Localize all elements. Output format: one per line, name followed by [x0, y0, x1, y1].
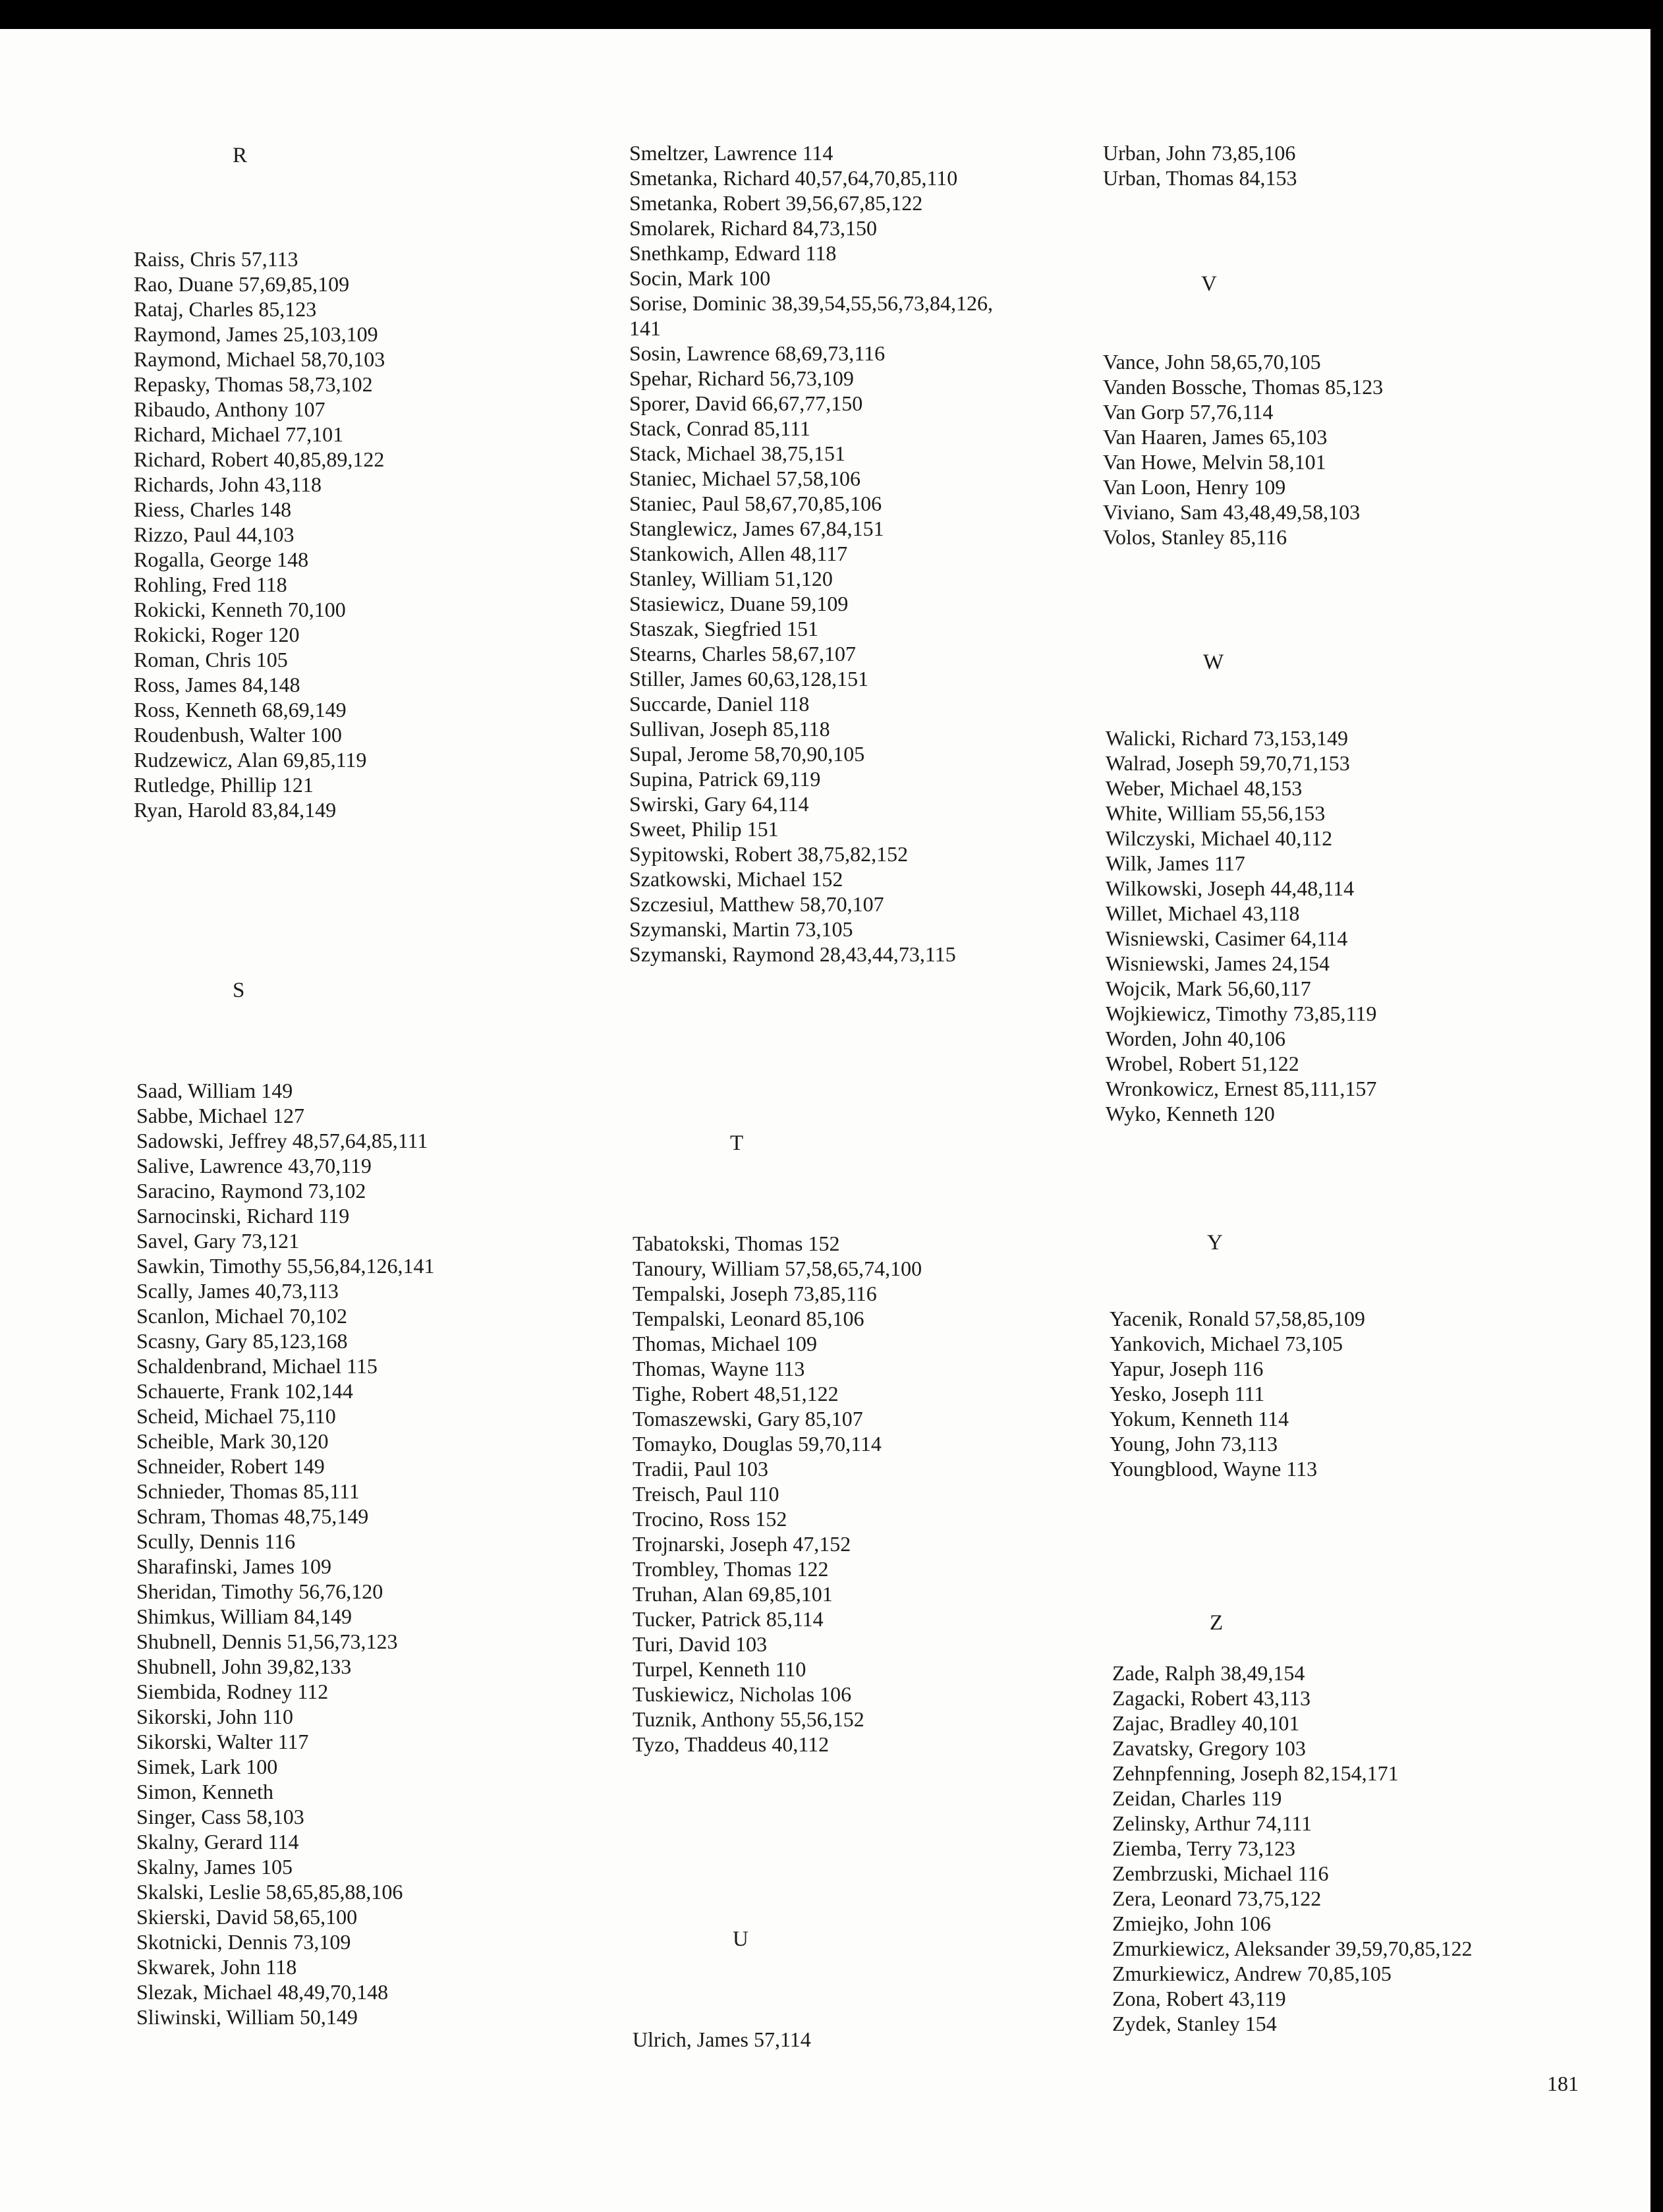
index-entry: Rokicki, Kenneth 70,100 — [134, 598, 346, 621]
index-entry: White, William 55,56,153 — [1106, 801, 1326, 825]
index-entry: Zydek, Stanley 154 — [1112, 2012, 1277, 2035]
index-entry: Tradii, Paul 103 — [633, 1457, 768, 1481]
section-letter-w: W — [1203, 650, 1224, 674]
section-s-list-continued — [629, 140, 993, 967]
section-s-list — [136, 1078, 435, 2029]
index-entry: Yankovich, Michael 73,105 — [1110, 1332, 1343, 1355]
index-entry: Skalny, Gerard 114 — [136, 1830, 299, 1854]
index-entry: Swirski, Gary 64,114 — [629, 792, 809, 816]
index-entry: Raiss, Chris 57,113 — [134, 247, 298, 271]
index-entry: Turpel, Kenneth 110 — [633, 1657, 806, 1681]
section-letter-y: Y — [1207, 1231, 1223, 1255]
index-entry: Tighe, Robert 48,51,122 — [633, 1382, 839, 1405]
index-entry: Urban, John 73,85,106 — [1103, 141, 1296, 165]
index-entry: Tabatokski, Thomas 152 — [633, 1232, 840, 1255]
index-entry: Yokum, Kenneth 114 — [1110, 1407, 1289, 1431]
index-entry: Walrad, Joseph 59,70,71,153 — [1106, 751, 1350, 775]
index-entry: Ross, James 84,148 — [134, 673, 300, 696]
index-entry: Rataj, Charles 85,123 — [134, 297, 317, 321]
index-entry: Zajac, Bradley 40,101 — [1112, 1711, 1300, 1735]
index-entry: Sliwinski, William 50,149 — [136, 2005, 358, 2029]
index-entry: Stasiewicz, Duane 59,109 — [629, 592, 849, 615]
index-entry: Tempalski, Joseph 73,85,116 — [633, 1282, 877, 1305]
index-entry: Tomayko, Douglas 59,70,114 — [633, 1432, 882, 1456]
index-entry: Saad, William 149 — [136, 1079, 293, 1102]
index-entry: Zade, Ralph 38,49,154 — [1112, 1661, 1305, 1685]
index-entry: Sikorski, Walter 117 — [136, 1730, 309, 1753]
section-v-list — [1103, 349, 1383, 550]
index-entry: Van Loon, Henry 109 — [1103, 475, 1286, 499]
index-entry: Rudzewicz, Alan 69,85,119 — [134, 748, 367, 772]
index-entry: Trojnarski, Joseph 47,152 — [633, 1532, 851, 1556]
index-entry: Schnieder, Thomas 85,111 — [136, 1479, 360, 1503]
index-entry: Zmiejko, John 106 — [1112, 1912, 1271, 1935]
index-entry: Scasny, Gary 85,123,168 — [136, 1329, 348, 1353]
index-entry: Smeltzer, Lawrence 114 — [629, 141, 833, 165]
index-entry: Sorise, Dominic 38,39,54,55,56,73,84,126, — [629, 291, 993, 315]
section-letter-t: T — [730, 1131, 744, 1155]
index-entry: Ryan, Harold 83,84,149 — [134, 798, 337, 822]
index-entry: Smolarek, Richard 84,73,150 — [629, 216, 877, 240]
index-entry: Singer, Cass 58,103 — [136, 1805, 304, 1829]
index-entry: Ulrich, James 57,114 — [633, 2028, 811, 2051]
index-entry: Skotnicki, Dennis 73,109 — [136, 1930, 351, 1954]
section-z-list — [1112, 1660, 1473, 2036]
index-entry: Sarnocinski, Richard 119 — [136, 1204, 350, 1228]
index-entry: Vance, John 58,65,70,105 — [1103, 350, 1321, 374]
index-entry: Skwarek, John 118 — [136, 1955, 297, 1979]
index-entry: Tomaszewski, Gary 85,107 — [633, 1407, 863, 1431]
index-entry: Staszak, Siegfried 151 — [629, 617, 819, 640]
index-entry: Szymanski, Raymond 28,43,44,73,115 — [629, 942, 956, 966]
index-entry: Wisniewski, Casimer 64,114 — [1106, 926, 1348, 950]
index-entry: Willet, Michael 43,118 — [1106, 901, 1300, 925]
index-entry: Skalny, James 105 — [136, 1855, 293, 1879]
index-entry: Wronkowicz, Ernest 85,111,157 — [1106, 1077, 1377, 1100]
index-entry: Rao, Duane 57,69,85,109 — [134, 272, 350, 296]
index-entry: Truhan, Alan 69,85,101 — [633, 1582, 833, 1606]
index-entry: Schauerte, Frank 102,144 — [136, 1379, 353, 1403]
index-entry: Supal, Jerome 58,70,90,105 — [629, 742, 865, 766]
index-entry: Stack, Conrad 85,111 — [629, 416, 810, 440]
index-entry: Volos, Stanley 85,116 — [1103, 525, 1287, 549]
index-entry: Stiller, James 60,63,128,151 — [629, 667, 869, 691]
index-entry: Smetanka, Richard 40,57,64,70,85,110 — [629, 166, 958, 190]
section-letter-r: R — [233, 144, 248, 167]
index-entry: Van Haaren, James 65,103 — [1103, 425, 1328, 449]
section-letter-v: V — [1201, 272, 1217, 296]
index-entry: Van Howe, Melvin 58,101 — [1103, 450, 1326, 474]
index-entry: Wilkowski, Joseph 44,48,114 — [1106, 876, 1355, 900]
page-number: 181 — [1547, 2072, 1579, 2095]
index-entry: Succarde, Daniel 118 — [629, 692, 810, 716]
index-entry: Van Gorp 57,76,114 — [1103, 400, 1274, 424]
index-entry: Sadowski, Jeffrey 48,57,64,85,111 — [136, 1129, 428, 1152]
index-entry: Weber, Michael 48,153 — [1106, 776, 1303, 800]
index-entry: Scally, James 40,73,113 — [136, 1279, 339, 1303]
index-entry: Stack, Michael 38,75,151 — [629, 441, 845, 465]
index-entry: Worden, John 40,106 — [1106, 1027, 1285, 1050]
index-entry: Sikorski, John 110 — [136, 1705, 293, 1728]
index-entry: Raymond, Michael 58,70,103 — [134, 347, 385, 371]
index-entry: Vanden Bossche, Thomas 85,123 — [1103, 375, 1384, 399]
index-entry: Wojcik, Mark 56,60,117 — [1106, 977, 1311, 1000]
section-u-list-continued — [1103, 140, 1297, 190]
index-entry: Rokicki, Roger 120 — [134, 623, 300, 646]
index-entry: Zona, Robert 43,119 — [1112, 1987, 1286, 2010]
index-entry: Tempalski, Leonard 85,106 — [633, 1307, 864, 1330]
index-entry: Szczesiul, Matthew 58,70,107 — [629, 892, 884, 916]
index-entry: Zembrzuski, Michael 116 — [1112, 1861, 1329, 1885]
index-entry: Schaldenbrand, Michael 115 — [136, 1354, 378, 1378]
index-entry-continuation: 141 — [629, 316, 661, 340]
index-entry: Sullivan, Joseph 85,118 — [629, 717, 830, 741]
index-entry: Zmurkiewicz, Aleksander 39,59,70,85,122 — [1112, 1937, 1473, 1960]
index-entry: Simon, Kenneth — [136, 1780, 273, 1803]
index-entry: Zera, Leonard 73,75,122 — [1112, 1886, 1322, 1910]
index-entry: Wilk, James 117 — [1106, 851, 1245, 875]
index-entry: Scully, Dennis 116 — [136, 1529, 296, 1553]
index-entry: Spehar, Richard 56,73,109 — [629, 366, 854, 390]
index-entry: Viviano, Sam 43,48,49,58,103 — [1103, 500, 1361, 524]
index-entry: Scheid, Michael 75,110 — [136, 1404, 336, 1428]
index-entry: Walicki, Richard 73,153,149 — [1106, 726, 1349, 750]
index-entry: Salive, Lawrence 43,70,119 — [136, 1154, 372, 1177]
index-page — [0, 29, 1650, 2212]
index-entry: Siembida, Rodney 112 — [136, 1680, 329, 1703]
index-entry: Sharafinski, James 109 — [136, 1554, 331, 1578]
index-entry: Scheible, Mark 30,120 — [136, 1429, 329, 1453]
index-entry: Turi, David 103 — [633, 1632, 768, 1656]
index-entry: Rutledge, Phillip 121 — [134, 773, 314, 797]
index-entry: Repasky, Thomas 58,73,102 — [134, 372, 373, 396]
index-entry: Saracino, Raymond 73,102 — [136, 1179, 366, 1203]
index-entry: Tuznik, Anthony 55,56,152 — [633, 1707, 864, 1731]
index-entry: Slezak, Michael 48,49,70,148 — [136, 1980, 389, 2004]
index-entry: Thomas, Michael 109 — [633, 1332, 817, 1355]
index-entry: Smetanka, Robert 39,56,67,85,122 — [629, 191, 923, 215]
index-entry: Savel, Gary 73,121 — [136, 1229, 300, 1253]
index-entry: Stanglewicz, James 67,84,151 — [629, 517, 884, 540]
index-entry: Yapur, Joseph 116 — [1110, 1357, 1264, 1380]
index-entry: Trombley, Thomas 122 — [633, 1557, 829, 1581]
index-entry: Treisch, Paul 110 — [633, 1482, 779, 1506]
index-entry: Tyzo, Thaddeus 40,112 — [633, 1732, 830, 1756]
index-entry: Roudenbush, Walter 100 — [134, 723, 342, 747]
index-entry: Yacenik, Ronald 57,58,85,109 — [1110, 1307, 1365, 1330]
index-entry: Stanley, William 51,120 — [629, 567, 833, 590]
index-entry: Raymond, James 25,103,109 — [134, 322, 378, 346]
index-entry: Sawkin, Timothy 55,56,84,126,141 — [136, 1254, 435, 1278]
index-entry: Sweet, Philip 151 — [629, 817, 779, 841]
index-entry: Tucker, Patrick 85,114 — [633, 1607, 824, 1631]
index-entry: Ribaudo, Anthony 107 — [134, 397, 325, 421]
index-entry: Socin, Mark 100 — [629, 266, 771, 290]
index-entry: Trocino, Ross 152 — [633, 1507, 787, 1531]
index-entry: Sporer, David 66,67,77,150 — [629, 391, 863, 415]
index-entry: Tuskiewicz, Nicholas 106 — [633, 1682, 852, 1706]
index-entry: Youngblood, Wayne 113 — [1110, 1457, 1318, 1481]
index-entry: Shimkus, William 84,149 — [136, 1604, 352, 1628]
index-entry: Richards, John 43,118 — [134, 472, 322, 496]
index-entry: Simek, Lark 100 — [136, 1755, 278, 1778]
index-entry: Skalski, Leslie 58,65,85,88,106 — [136, 1880, 403, 1904]
index-entry: Ziemba, Terry 73,123 — [1112, 1836, 1295, 1860]
index-entry: Scanlon, Michael 70,102 — [136, 1304, 347, 1328]
index-entry: Tanoury, William 57,58,65,74,100 — [633, 1257, 922, 1280]
index-entry: Rogalla, George 148 — [134, 548, 309, 571]
index-entry: Yesko, Joseph 111 — [1110, 1382, 1265, 1405]
section-t-list — [633, 1231, 922, 1757]
index-entry: Rohling, Fred 118 — [134, 573, 287, 596]
index-entry: Staniec, Paul 58,67,70,85,106 — [629, 492, 882, 515]
index-entry: Rizzo, Paul 44,103 — [134, 523, 295, 546]
section-letter-u: U — [733, 1927, 748, 1951]
index-entry: Schneider, Robert 149 — [136, 1454, 325, 1478]
index-entry: Supina, Patrick 69,119 — [629, 767, 821, 791]
index-entry: Stankowich, Allen 48,117 — [629, 542, 848, 565]
index-entry: Zavatsky, Gregory 103 — [1112, 1736, 1306, 1760]
index-entry: Wyko, Kenneth 120 — [1106, 1102, 1275, 1125]
section-r-list — [134, 246, 385, 822]
index-entry: Zmurkiewicz, Andrew 70,85,105 — [1112, 1962, 1392, 1985]
index-entry: Zehnpfenning, Joseph 82,154,171 — [1112, 1761, 1399, 1785]
index-entry: Skierski, David 58,65,100 — [136, 1905, 358, 1929]
index-entry: Wrobel, Robert 51,122 — [1106, 1052, 1299, 1075]
index-entry: Richard, Robert 40,85,89,122 — [134, 447, 385, 471]
index-entry: Roman, Chris 105 — [134, 648, 288, 671]
index-entry: Sheridan, Timothy 56,76,120 — [136, 1579, 383, 1603]
index-entry: Wilczyski, Michael 40,112 — [1106, 826, 1333, 850]
index-entry: Ross, Kenneth 68,69,149 — [134, 698, 347, 722]
index-entry: Sypitowski, Robert 38,75,82,152 — [629, 842, 909, 866]
index-entry: Urban, Thomas 84,153 — [1103, 166, 1297, 190]
index-entry: Wojkiewicz, Timothy 73,85,119 — [1106, 1002, 1377, 1025]
index-entry: Wisniewski, James 24,154 — [1106, 951, 1330, 975]
index-entry: Young, John 73,113 — [1110, 1432, 1278, 1456]
index-entry: Shubnell, Dennis 51,56,73,123 — [136, 1630, 398, 1653]
index-entry: Schram, Thomas 48,75,149 — [136, 1504, 369, 1528]
index-entry: Snethkamp, Edward 118 — [629, 241, 837, 265]
index-entry: Szymanski, Martin 73,105 — [629, 917, 853, 941]
section-u-list — [633, 2027, 811, 2052]
index-entry: Riess, Charles 148 — [134, 497, 292, 521]
index-entry: Richard, Michael 77,101 — [134, 422, 344, 446]
section-letter-s: S — [233, 978, 245, 1002]
index-entry: Szatkowski, Michael 152 — [629, 867, 843, 891]
index-entry: Sabbe, Michael 127 — [136, 1104, 305, 1127]
section-letter-z: Z — [1210, 1611, 1224, 1635]
index-entry: Zeidan, Charles 119 — [1112, 1786, 1282, 1810]
index-entry: Zagacki, Robert 43,113 — [1112, 1686, 1311, 1710]
section-y-list — [1110, 1306, 1365, 1481]
index-entry: Shubnell, John 39,82,133 — [136, 1655, 352, 1678]
index-entry: Zelinsky, Arthur 74,111 — [1112, 1811, 1312, 1835]
section-w-list — [1106, 725, 1376, 1126]
index-entry: Sosin, Lawrence 68,69,73,116 — [629, 341, 886, 365]
index-entry: Staniec, Michael 57,58,106 — [629, 467, 861, 490]
index-entry: Stearns, Charles 58,67,107 — [629, 642, 856, 666]
index-entry: Thomas, Wayne 113 — [633, 1357, 805, 1380]
